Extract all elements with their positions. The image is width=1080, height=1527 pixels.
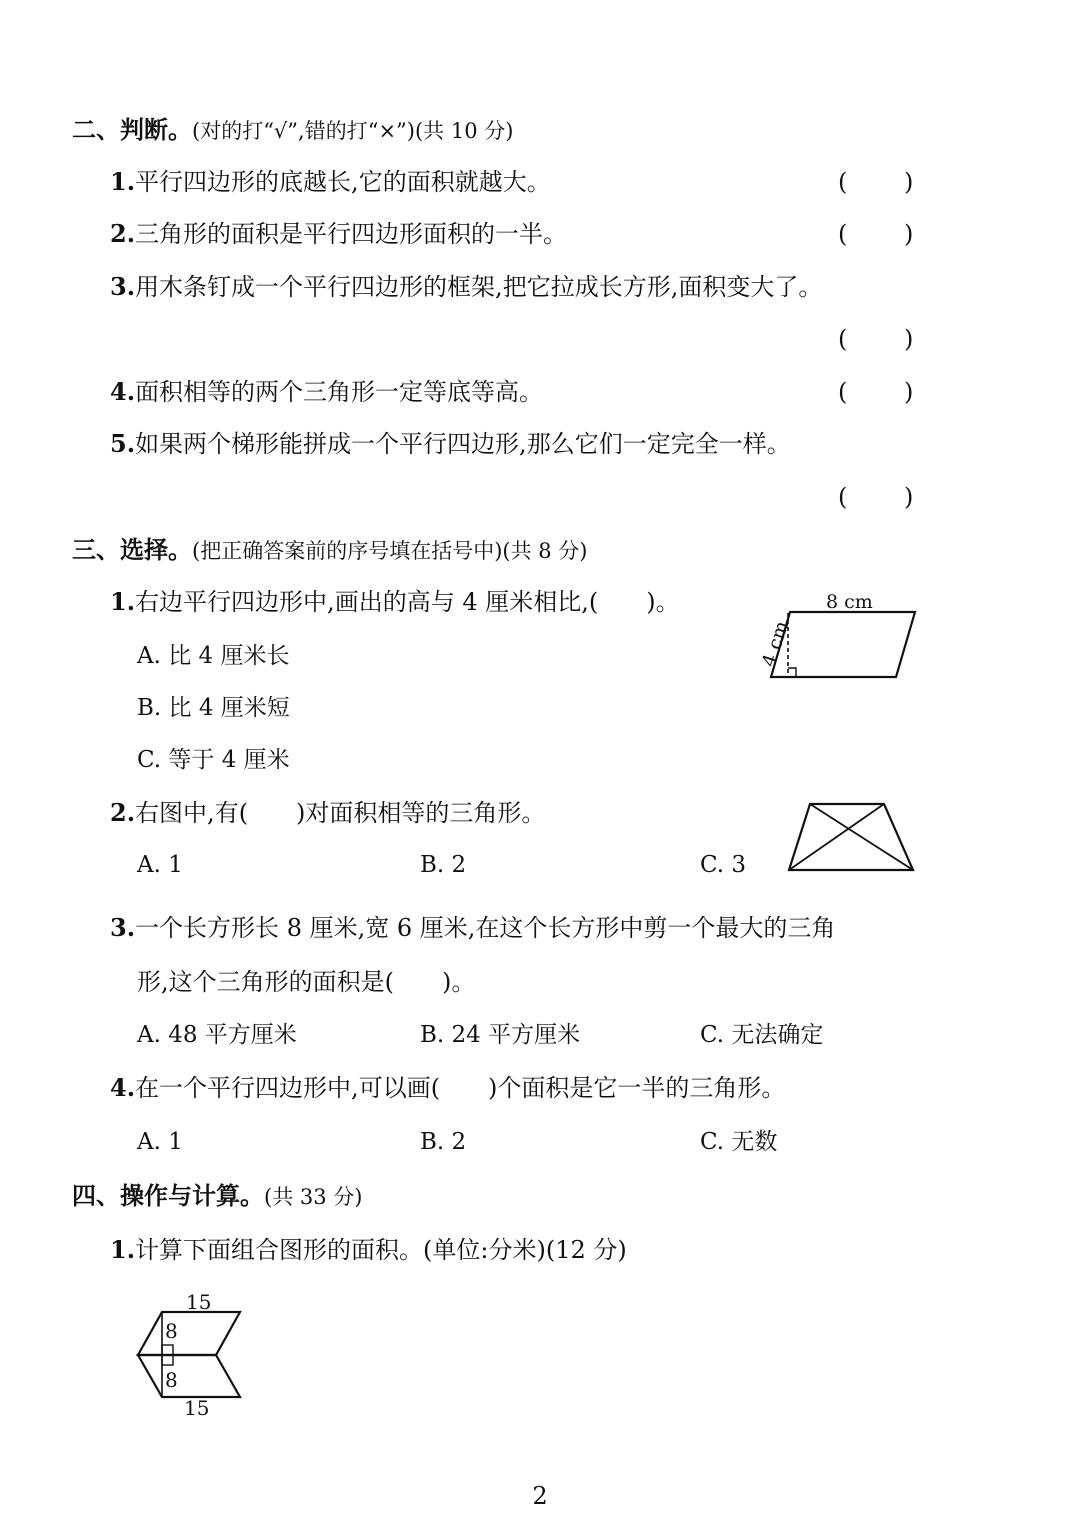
choice-q3-option-a[interactable]: A. 48 平方厘米: [137, 1022, 297, 1048]
choice-q4-option-b[interactable]: B. 2: [420, 1129, 467, 1155]
composite-upper-height-label: 8: [165, 1319, 178, 1343]
choice-q2: [110, 797, 545, 829]
judge-item-1: [110, 166, 551, 198]
right-angle-mark: [788, 668, 796, 677]
upper-parallelogram: [138, 1312, 240, 1355]
judge-item-1-number: 1.: [110, 167, 136, 196]
choice-q1-number: 1.: [110, 587, 136, 616]
section4-note: (共 33 分): [264, 1185, 363, 1209]
choice-q4-option-a[interactable]: A. 1: [137, 1129, 183, 1155]
choice-q2-option-a[interactable]: A. 1: [137, 852, 183, 878]
choice-q4-option-c[interactable]: C. 无数: [700, 1129, 778, 1155]
judge-item-4-number: 4.: [110, 377, 136, 406]
section3-title: 三、选择。: [72, 535, 192, 564]
judge-item-2-text: 三角形的面积是平行四边形面积的一半。: [135, 220, 568, 248]
choice-q4-number: 4.: [110, 1073, 136, 1102]
choice-q3-number: 3.: [110, 913, 136, 942]
choice-q3-option-c[interactable]: C. 无法确定: [700, 1022, 824, 1048]
judge-item-1-text: 平行四边形的底越长,它的面积就越大。: [135, 168, 551, 196]
choice-q2-option-b[interactable]: B. 2: [420, 852, 467, 878]
choice-q1-option-c[interactable]: C. 等于 4 厘米: [137, 747, 290, 773]
choice-q4-text: 在一个平行四边形中,可以画( )个面积是它一半的三角形。: [135, 1074, 786, 1102]
judge-item-4: [110, 376, 543, 408]
judge-item-5-number: 5.: [110, 429, 136, 458]
choice-q3-text-line1: 一个长方形长 8 厘米,宽 6 厘米,在这个长方形中剪一个最大的三角: [135, 914, 836, 942]
judge-item-3-number: 3.: [110, 272, 136, 301]
section2-title: 二、判断。: [72, 115, 192, 144]
calc-q1-number: 1.: [110, 1235, 136, 1264]
judge-item-5: [110, 428, 791, 460]
section2-note: (对的打“√”,错的打“×”)(共 10 分): [192, 119, 514, 143]
judge-item-2: [110, 218, 567, 250]
choice-q1-option-a[interactable]: A. 比 4 厘米长: [137, 643, 290, 669]
judge-item-3-text: 用木条钉成一个平行四边形的框架,把它拉成长方形,面积变大了。: [135, 273, 823, 301]
composite-lower-height-label: 8: [165, 1368, 178, 1392]
choice-q3: [110, 912, 835, 944]
choice-q2-option-c[interactable]: C. 3: [700, 852, 747, 878]
calc-q1-text: 计算下面组合图形的面积。(单位:分米)(12 分): [135, 1236, 627, 1264]
parallelogram-top-label: 8 cm: [826, 591, 873, 613]
section3-note: (把正确答案前的序号填在括号中)(共 8 分): [192, 539, 588, 563]
judge-item-3: [110, 271, 822, 303]
choice-q3-text-line2: 形,这个三角形的面积是( )。: [137, 968, 476, 996]
calc-q1: [110, 1234, 627, 1266]
section2-heading: [72, 114, 513, 147]
trapezoid-shape: [789, 804, 913, 870]
choice-q4: [110, 1072, 785, 1104]
trapezoid-diagonal-2: [789, 804, 884, 870]
choice-q1-text: 右边平行四边形中,画出的高与 4 厘米相比,( )。: [135, 588, 680, 616]
section3-heading: [72, 534, 587, 567]
parallelogram-shape: [771, 612, 915, 677]
choice-q3-option-b[interactable]: B. 24 平方厘米: [420, 1022, 581, 1048]
choice-q1: [110, 586, 680, 618]
choice-q2-text: 右图中,有( )对面积相等的三角形。: [135, 799, 546, 827]
lower-parallelogram: [138, 1355, 240, 1397]
choice-q1-option-b[interactable]: B. 比 4 厘米短: [137, 695, 290, 721]
judge-item-2-number: 2.: [110, 219, 136, 248]
judge-item-5-text: 如果两个梯形能拼成一个平行四边形,那么它们一定完全一样。: [135, 430, 791, 458]
page-number: 2: [532, 1482, 548, 1510]
parallelogram-side-label: 4 cm: [757, 618, 794, 670]
composite-top-label: 15: [186, 1290, 212, 1314]
section4-heading: [72, 1180, 362, 1213]
section4-title: 四、操作与计算。: [72, 1181, 264, 1210]
composite-bottom-label: 15: [184, 1396, 210, 1420]
judge-item-4-text: 面积相等的两个三角形一定等底等高。: [135, 378, 544, 406]
choice-q2-number: 2.: [110, 798, 136, 827]
